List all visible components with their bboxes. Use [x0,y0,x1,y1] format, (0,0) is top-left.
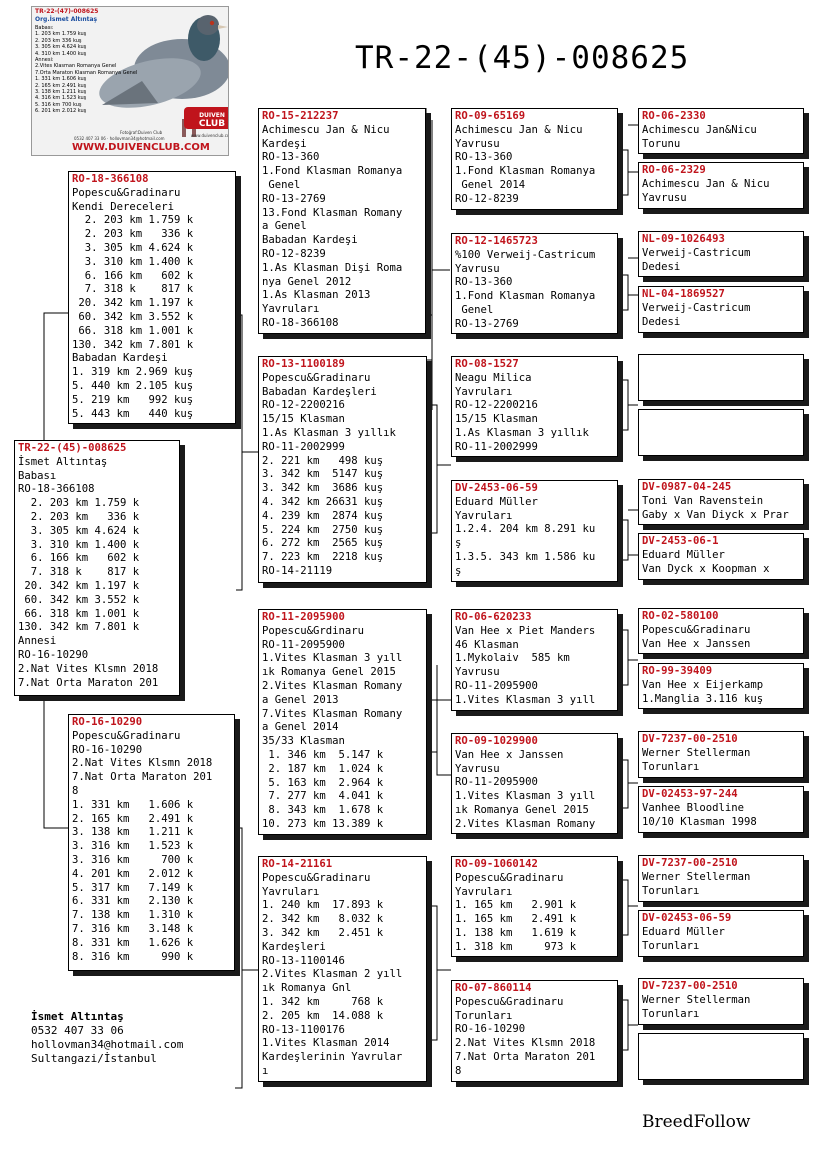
info-line: a Genel 2014 [262,721,339,734]
info-line: Achimescu Jan & Nicu [262,123,390,136]
info-line: RO-11-2095900 [455,679,538,692]
dam-sire-box [258,609,427,835]
ring-number: RO-13-1100189 [262,358,345,370]
owner-email: hollovman34@hotmail.com [31,1038,184,1051]
info-line: ık Romanya Genel 2015 [455,803,589,816]
info-line: RO-14-21119 [262,564,333,577]
ring-number: RO-06-620233 [455,611,532,623]
ring-number: RO-11-2095900 [262,611,345,623]
info-line: 13.Fond Klasman Romany [262,206,403,219]
ggp-box-7 [451,856,618,957]
sire-sire-box [258,108,426,334]
info-line: Kardeşlerinin Yavrular [262,1051,403,1064]
photo-credit: Fotoğraf:Duiven Club [120,130,163,135]
info-line: 1.2.4. 204 km 8.291 ku [455,523,596,536]
info-line: Van Hee x Eijerkamp [642,678,764,691]
info-line: 7. 318 k 817 k [72,283,194,296]
info-line: 3. 342 km 2.451 k [262,926,384,939]
info-line: 6. 272 km 2565 kuş [262,537,384,550]
ring-number: DV-02453-97-244 [642,788,738,800]
info-line: Achimescu Jan & Nicu [455,123,583,136]
info-line: 46 Klasman [455,638,519,651]
info-line: 1.As Klasman 3 yıllık [455,426,589,439]
info-line: 2. 203 km 336 k [18,510,140,523]
info-line: Van Dyck x Koopman x [642,562,770,575]
info-line: RO-11-2095900 [455,776,538,789]
owner-phone: 0532 407 33 06 [31,1024,124,1037]
ring-number: RO-09-1029900 [455,735,538,747]
info-line: 5. 317 km 7.149 k [72,881,194,894]
info-line: RO-13-360 [262,151,320,164]
info-line: 35/33 Klasman [262,735,345,748]
ring-number: RO-06-2329 [642,164,706,176]
info-line: 60. 342 km 3.552 k [72,310,194,323]
ggp-box-2 [451,233,618,334]
owner-location: Sultangazi/İstanbul [31,1052,157,1065]
info-line: Yavruları [455,509,513,522]
info-line: 2. 165 km 2.491 k [72,812,194,825]
info-line: Torunu [642,137,681,150]
info-line: Yavrusu [455,666,500,679]
info-line: RO-13-1100146 [262,954,345,967]
info-line: 3. 316 km 700 k [72,853,194,866]
info-line: 4. 342 km 26631 kuş [262,495,384,508]
info-line: 6. 166 km 602 k [18,552,140,565]
gggp-box-7 [638,479,804,525]
info-line: 8. 316 km 990 k [72,950,194,963]
info-line: Yavruları [262,303,320,316]
info-line: 1. 240 km 17.893 k [262,899,384,912]
ggp-box-3 [451,356,618,457]
info-line: RO-13-1100176 [262,1023,345,1036]
info-line: RO-11-2002999 [262,440,345,453]
info-line: 1.Vites Klasman 3 yıll [455,693,596,706]
ring-number: RO-09-65169 [455,110,526,122]
ring-number: RO-14-21161 [262,858,333,870]
info-line: RO-16-10290 [455,1023,526,1036]
info-line: Torunları [642,884,700,897]
info-line: 2.Vites Klasman 2 yıll [262,968,403,981]
info-line: 2.Nat Vites Klsmn 2018 [18,662,159,675]
ring-number: NL-09-1026493 [642,233,725,245]
info-line: Popescu&Grdinaru [262,624,365,637]
info-line: Popescu&Gradinaru [262,871,371,884]
info-line: Yavruları [455,885,513,898]
info-line: 8. 331 km 1.626 k [72,936,194,949]
info-line: 7.Nat Orta Maraton 201 [72,771,213,784]
info-line: 1.As Klasman Dişi Roma [262,261,403,274]
info-line: 1. 342 km 768 k [262,995,384,1008]
info-line: Werner Stellerman [642,746,751,759]
info-line: 1. 319 km 2.969 kuş [72,366,194,379]
ggp-box-4 [451,480,618,582]
info-line: 2. 205 km 14.088 k [262,1009,384,1022]
gggp-box-4 [638,286,804,333]
info-line: 1.As Klasman 2013 [262,289,371,302]
main-pigeon-box [14,440,180,696]
gggp-box-3 [638,231,804,277]
photo-phone: 0532 407 33 06 · hollovman34@hotmail.com [74,136,165,141]
info-line: Toni Van Ravenstein [642,494,764,507]
info-line: 1. 331 km 1.606 k [72,798,194,811]
info-line: 6. 331 km 2.130 k [72,895,194,908]
info-line: RO-16-10290 [18,648,89,661]
photo-text: Babası: 1. 203 km 1.759 kuş 2. 203 km 336 kuş 3. 305 km 4.624 kuş 4. 310 km 1.400 kuş Annesi: 2.Vites Klasman Romanya Genel 7.Orta Maraton Klasman Romanya Genel 1. 331 km 1.606 kuş 2. 165 km 2.491 kuş 3. 138 km 1.211 kuş 4. 316 km 1.523 kuş 5. 316 km 700 kuş 6. 201 km 2.012 kuş [35,25,138,115]
info-line: 3. 310 km 1.400 k [18,538,140,551]
ring-number: DV-7237-00-2510 [642,980,738,992]
info-line: 7.Vites Klasman Romany [262,707,403,720]
ring-number: DV-2453-06-1 [642,535,719,547]
info-line: 7. 223 km 2218 kuş [262,551,384,564]
info-line: RO-12-8239 [455,192,519,205]
info-line: 60. 342 km 3.552 k [18,593,140,606]
info-line: 5. 219 km 992 kuş [72,393,194,406]
info-line: 66. 318 km 1.001 k [18,607,140,620]
gggp-box-2 [638,162,804,209]
info-line: RO-13-360 [455,151,513,164]
info-line: 1. 318 km 973 k [455,940,577,953]
info-line: RO-12-8239 [262,247,326,260]
info-line: 2.Vites Klasman Romany [262,679,403,692]
info-line: 1.Vites Klasman 3 yıll [455,790,596,803]
info-line: 2.Nat Vites Klsmn 2018 [455,1037,596,1050]
info-line: 3. 342 km 5147 kuş [262,468,384,481]
info-line: Yavrusu [642,191,687,204]
info-line: Popescu&Gradinaru [72,729,181,742]
info-line: nya Genel 2012 [262,275,352,288]
info-line: 7.Nat Orta Maraton 201 [455,1050,596,1063]
info-line: 8 [72,784,79,797]
info-line: Achimescu Jan&Nicu [642,123,757,136]
info-line: %100 Verweij-Castricum [455,248,596,261]
info-line: 3. 305 km 4.624 k [18,524,140,537]
ggp-box-6 [451,733,618,834]
info-line: 7. 138 km 1.310 k [72,909,194,922]
ring-number: RO-02-580100 [642,610,719,622]
sire-dam-box [258,356,427,583]
info-line: 1.Vites Klasman 3 yıll [262,652,403,665]
info-line: Torunları [642,1007,700,1020]
info-line: 1.Fond Klasman Romanya [262,165,403,178]
info-line: Kardeşi [262,137,307,150]
gggp-box-1 [638,108,804,154]
sire-box [68,171,236,424]
info-line: ş [455,537,462,550]
info-line: Van Hee x Janssen [642,637,751,650]
gggp-box-13 [638,855,804,902]
info-line: Babası [18,469,57,482]
info-line: 1.Fond Klasman Romanya [455,165,596,178]
info-line: Babadan Kardeşi [262,234,358,247]
info-line: RO-12-2200216 [262,399,345,412]
ring-number: RO-07-860114 [455,982,532,994]
info-line: 5. 440 km 2.105 kuş [72,379,194,392]
info-line: Yavrusu [455,262,500,275]
info-line: 3. 138 km 1.211 k [72,826,194,839]
svg-text:CLUB: CLUB [198,119,226,129]
info-line: Verweij-Castricum [642,301,751,314]
info-line: 1. 346 km 5.147 k [262,748,384,761]
info-line: 5. 443 km 440 kuş [72,407,194,420]
pedigree-title: TR-22-(45)-008625 [355,40,690,76]
info-line: 4. 201 km 2.012 k [72,867,194,880]
info-line: Babadan Kardeşi [72,352,168,365]
info-line: 1.3.5. 343 km 1.586 ku [455,550,596,563]
info-line: Dedesi [642,260,681,273]
info-line: 10. 273 km 13.389 k [262,817,384,830]
info-line: Gaby x Van Diyck x Prar [642,508,789,521]
info-line: Popescu&Gradinaru [642,623,751,636]
info-line: 2. 203 km 336 k [72,228,194,241]
info-line: RO-18-366108 [18,483,95,496]
info-line: 1. 165 km 2.901 k [455,899,577,912]
info-line: a Genel [262,220,307,233]
info-line: 8. 343 km 1.678 k [262,804,384,817]
info-line: Eduard Müller [455,495,538,508]
info-line: 15/15 Klasman [262,413,345,426]
info-line: ık Romanya Genel 2015 [262,666,396,679]
ggp-box-5 [451,609,618,711]
ring-number: RO-08-1527 [455,358,519,370]
info-line: 2.Nat Vites Klsmn 2018 [72,757,213,770]
info-line: 5. 224 km 2750 kuş [262,523,384,536]
info-line: 1. 165 km 2.491 k [455,913,577,926]
info-line: Genel [262,178,301,191]
ggp-box-1 [451,108,618,210]
info-line: Werner Stellerman [642,870,751,883]
info-line: 2.Vites Klasman Romany [455,817,596,830]
info-line: Torunları [455,1009,513,1022]
info-line: 4. 239 km 2874 kuş [262,509,384,522]
info-line: Yavruları [262,885,320,898]
ggp-box-8 [451,980,618,1082]
dam-box [68,714,235,971]
svg-text:DUIVEN: DUIVEN [199,112,225,119]
info-line: Yavrusu [455,137,500,150]
info-line: 2. 203 km 1.759 k [18,497,140,510]
info-line: Torunları [642,760,700,773]
info-line: 1.Fond Klasman Romanya [455,290,596,303]
info-line: 1.As Klasman 3 yıllık [262,426,396,439]
gggp-box-15 [638,978,804,1025]
info-line: 3. 305 km 4.624 k [72,241,194,254]
photo-ring: TR-22-(47)-008625 [35,8,99,15]
info-line: 66. 318 km 1.001 k [72,324,194,337]
info-line: RO-16-10290 [72,743,143,756]
dam-dam-box [258,856,427,1082]
gggp-box-16 [638,1033,804,1080]
ring-number: NL-04-1869527 [642,288,725,300]
gggp-box-10 [638,663,804,709]
gggp-box-6 [638,409,804,456]
info-line: Werner Stellerman [642,993,751,1006]
owner-info [31,1010,183,1066]
ring-number: RO-16-10290 [72,716,143,728]
info-line: 3. 310 km 1.400 k [72,255,194,268]
gggp-box-12 [638,786,804,833]
info-line: Verweij-Castricum [642,246,751,259]
info-line: Popescu&Gradinaru [262,371,371,384]
ring-number: DV-2453-06-59 [455,482,538,494]
info-line: Eduard Müller [642,548,725,561]
info-line: 130. 342 km 7.801 k [72,338,194,351]
ring-number: RO-18-366108 [72,173,149,185]
info-line: ık Romanya Gnl [262,982,352,995]
info-line: İsmet Altıntaş [18,455,108,468]
info-line: Eduard Müller [642,925,725,938]
info-line: Annesi [18,635,57,648]
info-line: Popescu&Gradinaru [72,186,181,199]
info-line: Popescu&Gradinaru [455,871,564,884]
ring-number: DV-0987-04-245 [642,481,732,493]
info-line: RO-13-360 [455,276,513,289]
ring-number: TR-22-(45)-008625 [18,442,127,454]
info-line: Kendi Dereceleri [72,200,175,213]
info-line: Babadan Kardeşleri [262,385,377,398]
info-line: 130. 342 km 7.801 k [18,621,140,634]
ring-number: RO-15-212237 [262,110,339,122]
info-line: 10/10 Klasman 1998 [642,815,757,828]
info-line: 2. 187 km 1.024 k [262,762,384,775]
info-line: Genel [455,303,494,316]
info-line: RO-13-2769 [262,192,326,205]
info-line: 1.Manglia 3.116 kuş [642,692,764,705]
ring-number: RO-12-1465723 [455,235,538,247]
ring-number: RO-06-2330 [642,110,706,122]
info-line: 20. 342 km 1.197 k [72,297,194,310]
info-line: 7.Nat Orta Maraton 201 [18,676,159,689]
info-line: 1. 138 km 1.619 k [455,926,577,939]
info-line: Van Hee x Piet Manders [455,624,596,637]
info-line: RO-11-2095900 [262,638,345,651]
gggp-box-14 [638,910,804,957]
info-line: Yavruları [455,385,513,398]
info-line: 5. 163 km 2.964 k [262,776,384,789]
info-line: Popescu&Gradinaru [455,995,564,1008]
info-line: RO-18-366108 [262,316,339,329]
info-line: 6. 166 km 602 k [72,269,194,282]
info-line: a Genel 2013 [262,693,339,706]
ring-number: DV-02453-06-59 [642,912,732,924]
info-line: Dedesi [642,315,681,328]
info-line: 8 [455,1064,462,1077]
info-line: Kardeşleri [262,940,326,953]
info-line: 15/15 Klasman [455,413,538,426]
info-line: Neagu Milica [455,371,532,384]
info-line: 3. 342 km 3686 kuş [262,482,384,495]
gggp-box-11 [638,731,804,778]
info-line: 7. 277 km 4.041 k [262,790,384,803]
photo-url: WWW.DUIVENCLUB.COM [72,142,210,153]
info-line: 7. 318 k 817 k [18,566,140,579]
info-line: 7. 316 km 3.148 k [72,922,194,935]
brand-label: BreedFollow [642,1112,751,1132]
info-line: RO-13-2769 [455,317,519,330]
info-line: Yavrusu [455,762,500,775]
info-line: ş [455,564,462,577]
info-line: 1.Mykolaiv 585 km [455,652,570,665]
info-line: Achimescu Jan & Nicu [642,177,770,190]
info-line: 1.Vites Klasman 2014 [262,1037,390,1050]
info-line: 2. 221 km 498 kuş [262,454,384,467]
owner-name: İsmet Altıntaş [31,1010,124,1023]
gggp-box-8 [638,533,804,580]
info-line: Van Hee x Janssen [455,748,564,761]
ring-number: DV-7237-00-2510 [642,857,738,869]
info-line: RO-12-2200216 [455,399,538,412]
ring-number: DV-7237-00-2510 [642,733,738,745]
info-line: 2. 203 km 1.759 k [72,214,194,227]
info-line: RO-11-2002999 [455,440,538,453]
ring-number: RO-99-39409 [642,665,713,677]
info-line: 3. 316 km 1.523 k [72,840,194,853]
svg-text:www.duivenclub.com: www.duivenclub.com [190,133,234,138]
info-line: Torunları [642,939,700,952]
photo-org: Org.İsmet Altıntaş [35,16,98,23]
gggp-box-9 [638,608,804,654]
info-line: Vanhee Bloodline [642,801,745,814]
gggp-box-5 [638,354,804,401]
info-line: 2. 342 km 8.032 k [262,913,384,926]
info-line: Genel 2014 [455,178,526,191]
info-line: ı [262,1064,269,1077]
ring-number: RO-09-1060142 [455,858,538,870]
info-line: 20. 342 km 1.197 k [18,579,140,592]
